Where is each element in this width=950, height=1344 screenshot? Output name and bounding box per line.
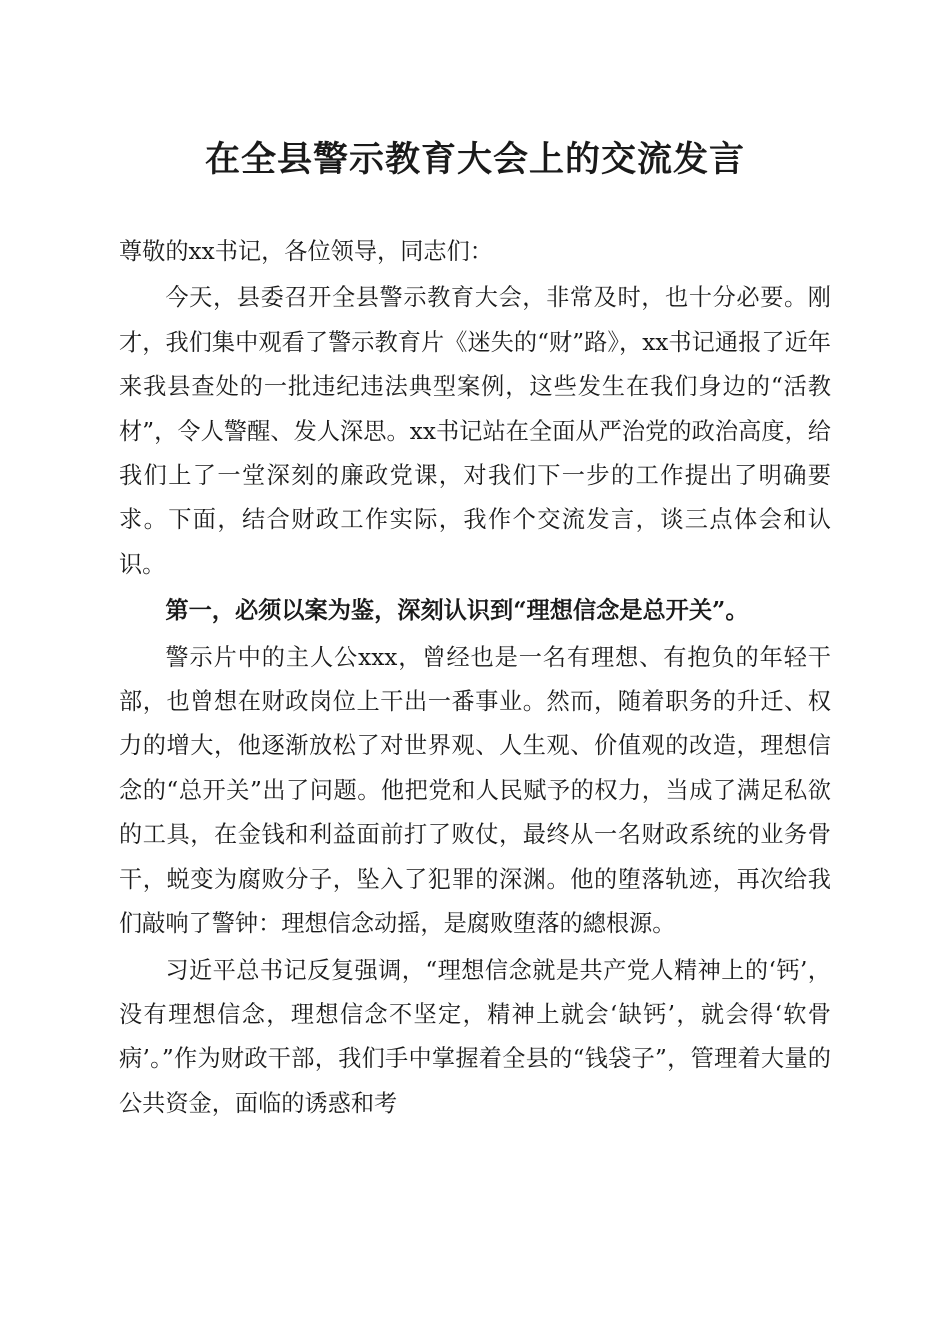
document-title: 在全县警示教育大会上的交流发言: [204, 139, 745, 180]
salutation: 尊敬的xx书记，各位领导，同志们：: [119, 238, 493, 265]
paragraph-case: 警示片中的主人公xxx，曾经也是一名有理想、有抱负的年轻干部，也曾想在财政岗位上干出一番事业。然而，随着职务的升迁、权力的增大，他逐渐放松了对世界观、人生观、价值观的改造，理想信念的“总开关”出了问题。他把党和人民赋予的权力，当成了满足私欲的工具，在金钱和利益面前打了败仗，最终从一名财政系统的业务骨干，蜕变为腐败分子，坠入了犯罪的深渊。他的堕落轨迹，再次给我们敲响了警钟：理想信念动摇，是腐败堕落的總根源。: [119, 643, 831, 938]
section-heading-first: 第一，必须以案为鉴，深刻认识到“理想信念是总开关”。: [165, 597, 749, 625]
document-body: [119, 230, 831, 1126]
paragraph-intro: 今天，县委召开全县警示教育大会，非常及时，也十分必要。刚才，我们集中观看了警示教育片《迷失的“财”路》，xx书记通报了近年来我县查处的一批违纪违法典型案例，这些发生在我们身边的“活教材”，令人警醒、发人深思。xx书记站在全面从严治党的政治高度，给我们上了一堂深刻的廉政党课，对我们下一步的工作提出了明确要求。下面，结合财政工作实际，我作个交流发言，谈三点体会和认识。: [119, 284, 831, 578]
paragraph-quote: 习近平总书记反复强调，“理想信念就是共产党人精神上的‘钙’，没有理想信念，理想信念不坚定，精神上就会‘缺钙’，就会得‘软骨病’。”作为财政干部，我们手中掌握着全县的“钱袋子”，管理着大量的公共资金，面临的诱惑和考: [119, 956, 831, 1117]
